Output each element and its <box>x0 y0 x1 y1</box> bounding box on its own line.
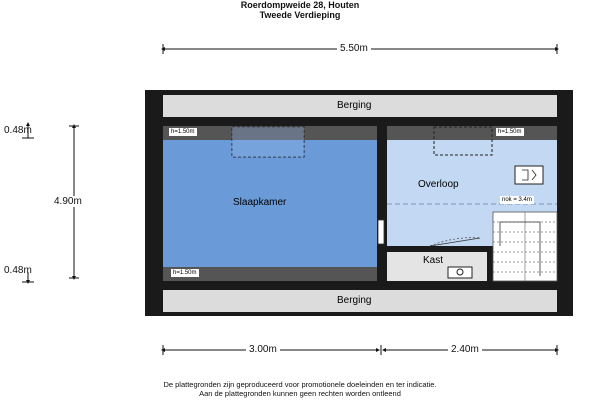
dim-width-left: 3.00m <box>246 344 280 355</box>
overloop-low-top <box>387 126 557 140</box>
address-title: Roerdompweide 28, Houten <box>240 0 360 10</box>
disclaimer-line2: Aan de plattegronden kunnen geen rechten worden ontleend <box>199 389 401 398</box>
note-nok: nok = 3.4m <box>502 197 532 203</box>
dim-total-width: 5.50m <box>337 43 371 54</box>
room-label-slaapkamer: Slaapkamer <box>233 197 287 208</box>
door-slaapkamer <box>378 220 384 244</box>
kast-wall <box>387 246 487 252</box>
floor-title: Tweede Verdieping <box>259 10 341 20</box>
dim-height-top: 0.48m <box>4 125 32 136</box>
dim-width-right: 2.40m <box>448 344 482 355</box>
disclaimer-line1: De plattegronden zijn geproduceerd voor promotionele doeleinden en ter indicatie. <box>163 380 437 389</box>
room-label-berging-top: Berging <box>337 100 372 111</box>
note-h-top-left: h=1.50m <box>171 129 195 135</box>
radiator-icon <box>515 166 543 184</box>
room-label-berging-bottom: Berging <box>337 295 372 306</box>
dim-height-bottom: 0.48m <box>4 265 32 276</box>
room-label-overloop: Overloop <box>418 179 459 190</box>
note-h-top-right: h=1.50m <box>498 129 522 135</box>
staircase-icon <box>493 212 557 281</box>
room-label-kast: Kast <box>423 255 444 266</box>
dim-height-middle: 4.90m <box>54 196 82 207</box>
middle-wall <box>377 126 387 281</box>
note-h-bottom-left: h=1.50m <box>173 270 197 276</box>
